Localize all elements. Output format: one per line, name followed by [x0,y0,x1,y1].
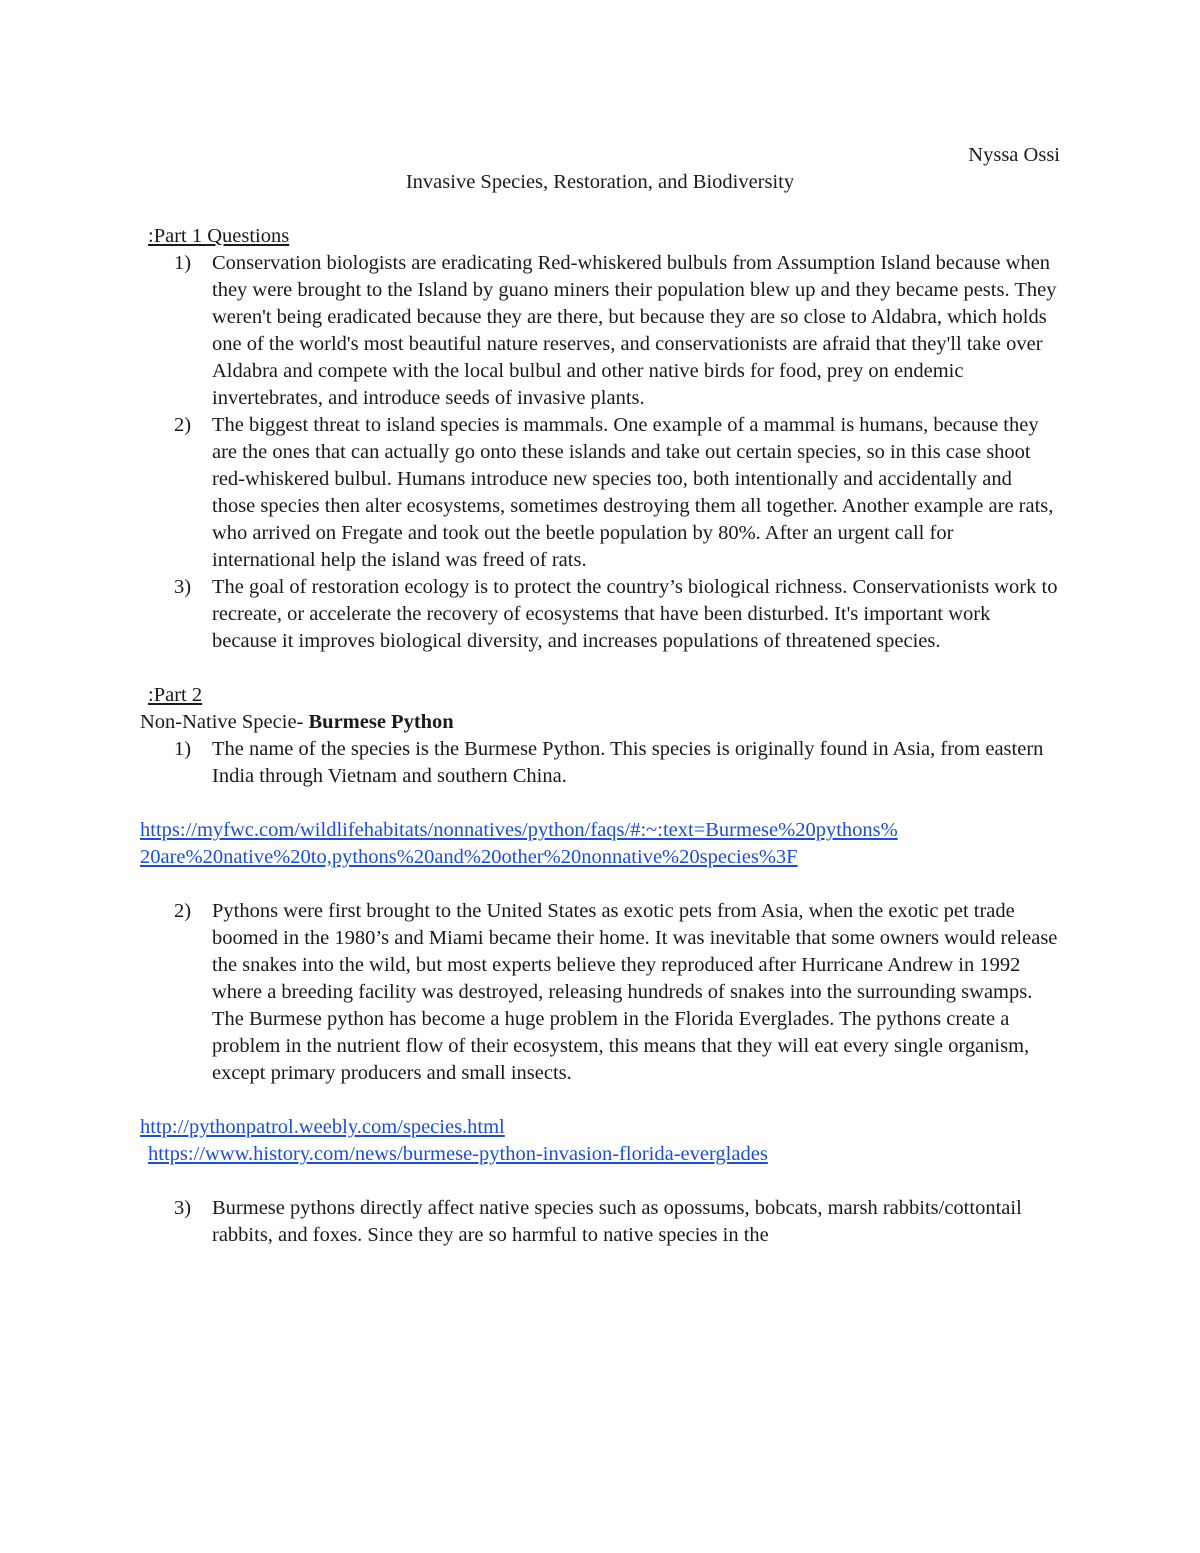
link1-wrap [140,817,900,871]
list-text: Conservation biologists are eradicating Red-whiskered bulbuls from Assumption Island because when they were brought to the Island by guano miners their population blew up and they became pests. They weren't being eradicated because they are there, but because they are so close to Aldabra, which holds one of the world's most beautiful nature reserves, and conservationists are afraid that they'll take over Aldabra and compete with the local bulbul and other native birds for food, prey on endemic invertebrates, and introduce seeds of invasive plants. [212,252,1057,409]
list-text: The biggest threat to island species is mammals. One example of a mammal is humans, because they are the ones that can actually go onto these islands and take out certain species, so in this case shoot red-whiskered bulbul. Humans introduce new species too, both intentionally and accidentally and those species then alter ecosystems, sometimes destroying them all together. Another example are rats, who arrived on Fregate and took out the beetle population by 80%. After an urgent call for international help the island was freed of rats. [212,414,1054,571]
document-body [140,142,1060,1249]
list-number: 2) [174,414,192,436]
document-title: Invasive Species, Restoration, and Biodiversity [405,171,795,193]
specie-name: Burmese Python [308,711,454,733]
pythonpatrol-link[interactable]: http://pythonpatrol.weebly.com/species.html [140,1116,505,1138]
spacer [140,1168,1060,1195]
list-text: Burmese pythons directly affect native species such as opossums, bobcats, marsh rabbits/cottontail rabbits, and foxes. Since they are so harmful to native species in the [212,1197,1022,1246]
list-text: The goal of restoration ecology is to protect the country’s biological richness. Conservationists work to recreate, or accelerate the recovery of ecosystems that have been disturbed. It's important work because it improves biological diversity, and increases populations of threatened species. [212,576,1058,652]
list-text: The name of the species is the Burmese Python. This species is originally found in Asia, from eastern India through Vietnam and southern China. [212,738,1044,787]
list-number: 3) [174,576,192,598]
specie-line [140,709,1060,736]
list-number: 1) [174,738,192,760]
part2-item1-list [140,736,1060,790]
part1-heading: :Part 1 Questions [148,225,290,247]
list-item [140,574,1060,655]
history-link[interactable]: https://www.history.com/news/burmese-python-invasion-florida-everglades [148,1143,768,1165]
part2-item3-list [140,1195,1060,1249]
author-name: Nyssa Ossi [968,144,1060,166]
list-text: Pythons were first brought to the United States as exotic pets from Asia, when the exotic pet trade boomed in the 1980’s and Miami became their home. It was inevitable that some owners would release the snakes into the wild, but most experts believe they reproduced after Hurricane Andrew in 1992 where a breeding facility was destroyed, releasing hundreds of snakes into the surrounding swamps. The Burmese python has become a huge problem in the Florida Everglades. The pythons create a problem in the nutrient flow of their ecosystem, this means that they will eat every single organism, except primary producers and small insects. [212,900,1058,1084]
list-item [140,1195,1060,1249]
part1-question-list [140,250,1060,655]
list-item [140,412,1060,574]
list-number: 2) [174,900,192,922]
specie-label: Non-Native Specie- [140,711,309,733]
spacer [140,871,1060,898]
myfwc-link[interactable]: https://myfwc.com/wildlifehabitats/nonnatives/python/faqs/#:~:text=Burmese%20pythons%20are%20native%20to,pythons%20and%20other%20nonnative%20species%3F [140,819,898,868]
spacer [140,655,1060,682]
list-number: 1) [174,252,192,274]
list-number: 3) [174,1197,192,1219]
part2-heading: :Part 2 [148,684,203,706]
list-item [140,736,1060,790]
spacer [140,790,1060,817]
spacer [140,1087,1060,1114]
part2-item2-list [140,898,1060,1087]
list-item [140,250,1060,412]
list-item [140,898,1060,1087]
